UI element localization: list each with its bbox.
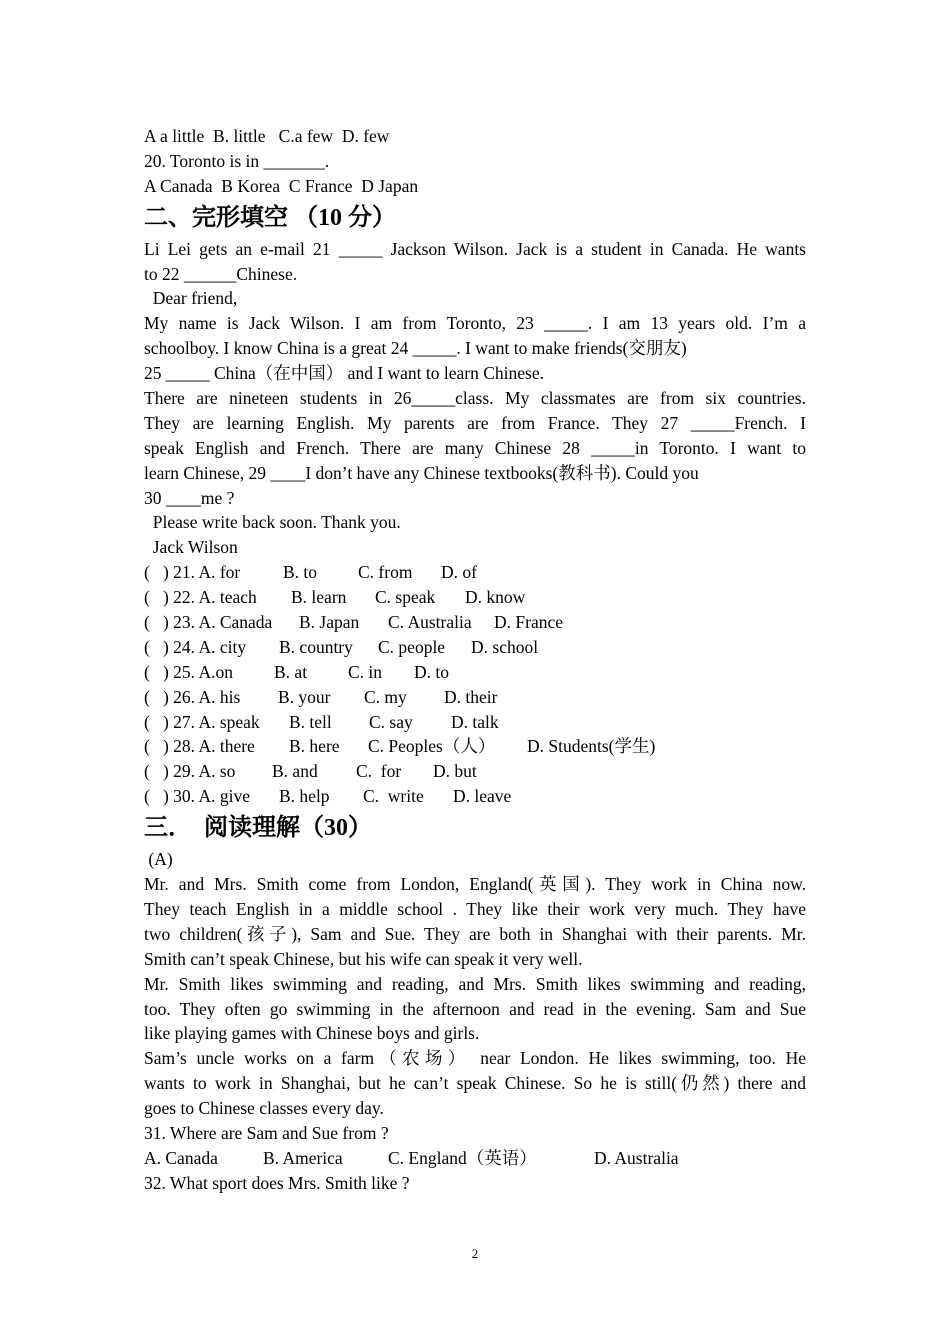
option-d: D. Australia bbox=[594, 1147, 679, 1168]
passage-line: like playing games with Chinese boys and girls. bbox=[144, 1023, 480, 1044]
cloze-question-30 bbox=[144, 784, 806, 809]
page-number: 2 bbox=[471, 1246, 479, 1261]
option-c: C. people bbox=[378, 636, 446, 657]
option-a: A. Canada bbox=[144, 1147, 218, 1168]
letter-line: 25 _____ China（在中国） and I want to learn Chinese. bbox=[144, 363, 545, 384]
cloze-intro-line: to 22 ______Chinese. bbox=[144, 263, 298, 284]
option-c: C. write bbox=[363, 786, 424, 807]
option-d: D. school bbox=[471, 636, 539, 657]
cloze-question-22 bbox=[144, 585, 806, 610]
passage-line: Mr. Smith likes swimming and reading, and Mrs. Smith likes swimming and reading, bbox=[144, 973, 806, 994]
option-d: D. talk bbox=[451, 711, 499, 732]
q20-stem: 20. Toronto is in _______. bbox=[144, 150, 330, 171]
reading-part-label: (A) bbox=[144, 849, 173, 870]
passage-line: goes to Chinese classes every day. bbox=[144, 1098, 384, 1119]
question-stem: ( ) 22. A. teach bbox=[144, 587, 257, 608]
q20-options: A Canada B Korea C France D Japan bbox=[144, 175, 419, 196]
passage-line: Sam’s uncle works on a farm（农场） near London. He likes swimming, too. He bbox=[144, 1048, 806, 1069]
cloze-question-23 bbox=[144, 610, 806, 635]
passage-line: two children(孩子), Sam and Sue. They are both in Shanghai with their parents. Mr. bbox=[144, 923, 806, 944]
option-b: B. your bbox=[278, 686, 331, 707]
letter-line: Dear friend, bbox=[144, 288, 238, 309]
cloze-question-27 bbox=[144, 710, 806, 735]
letter-line: learn Chinese, 29 ____I don’t have any Chinese textbooks(教科书). Could you bbox=[144, 462, 699, 483]
question-stem: ( ) 21. A. for bbox=[144, 562, 241, 583]
question-stem: ( ) 27. A. speak bbox=[144, 711, 260, 732]
question-stem: ( ) 26. A. his bbox=[144, 686, 241, 707]
letter-line: Jack Wilson bbox=[144, 537, 238, 558]
question-stem: ( ) 23. A. Canada bbox=[144, 612, 273, 633]
question-stem: ( ) 29. A. so bbox=[144, 761, 236, 782]
option-b: B. tell bbox=[289, 711, 332, 732]
letter-line: 30 ____me ? bbox=[144, 487, 235, 508]
option-b: B. America bbox=[263, 1147, 343, 1168]
passage-line: too. They often go swimming in the afternoon and read in the evening. Sam and Sue bbox=[144, 998, 806, 1019]
option-d: D. France bbox=[494, 612, 564, 633]
passage-line: Mr. and Mrs. Smith come from London, England(英国). They work in China now. bbox=[144, 874, 806, 895]
option-c: C. Peoples（人） bbox=[368, 736, 496, 757]
option-b: B. country bbox=[279, 636, 353, 657]
letter-line: speak English and French. There are many Chinese 28 _____in Toronto. I want to bbox=[144, 437, 806, 458]
question-stem: ( ) 28. A. there bbox=[144, 736, 255, 757]
letter-line: They are learning English. My parents are from France. They 27 _____French. I bbox=[144, 412, 806, 433]
option-b: B. learn bbox=[291, 587, 347, 608]
option-c: C. Australia bbox=[388, 612, 472, 633]
letter-line: schoolboy. I know China is a great 24 _____. I want to make friends(交朋友) bbox=[144, 338, 687, 359]
option-b: B. help bbox=[279, 786, 330, 807]
q19-options: A a little B. little C.a few D. few bbox=[144, 126, 390, 146]
passage-line: They teach English in a middle school . They like their work very much. They have bbox=[144, 898, 806, 919]
passage-line: Smith can’t speak Chinese, but his wife can speak it very well. bbox=[144, 948, 583, 969]
option-d: D. know bbox=[465, 587, 526, 608]
cloze-question-26 bbox=[144, 685, 806, 710]
option-d: D. their bbox=[444, 686, 498, 707]
cloze-question-21 bbox=[144, 560, 806, 585]
passage-line: wants to work in Shanghai, but he can’t speak Chinese. So he is still(仍然) there and bbox=[144, 1073, 806, 1094]
option-c: C. say bbox=[369, 711, 413, 732]
q31-stem: 31. Where are Sam and Sue from ? bbox=[144, 1122, 389, 1143]
option-b: B. and bbox=[272, 761, 318, 782]
section3-heading: 三． 阅读理解（30） bbox=[144, 815, 372, 842]
letter-line: There are nineteen students in 26_____class. My classmates are from six countries. bbox=[144, 388, 806, 409]
option-c: C. in bbox=[348, 661, 383, 682]
q32-stem: 32. What sport does Mrs. Smith like ? bbox=[144, 1172, 410, 1193]
option-d: D. Students(学生) bbox=[527, 736, 656, 757]
letter-line: Please write back soon. Thank you. bbox=[144, 512, 401, 533]
cloze-intro-line: Li Lei gets an e-mail 21 _____ Jackson Wilson. Jack is a student in Canada. He wants bbox=[144, 238, 806, 259]
letter-line: My name is Jack Wilson. I am from Toronto, 23 _____. I am 13 years old. I’m a bbox=[144, 313, 806, 334]
option-b: B. Japan bbox=[299, 612, 360, 633]
option-c: C. for bbox=[356, 761, 402, 782]
option-c: C. my bbox=[364, 686, 407, 707]
cloze-question-29 bbox=[144, 759, 806, 784]
question-stem: ( ) 24. A. city bbox=[144, 636, 247, 657]
option-b: B. at bbox=[274, 661, 308, 682]
cloze-question-28 bbox=[144, 734, 806, 759]
option-d: D. leave bbox=[453, 786, 512, 807]
cloze-question-25 bbox=[144, 660, 806, 685]
option-d: D. but bbox=[433, 761, 477, 782]
option-d: D. to bbox=[414, 661, 449, 682]
option-c: C. speak bbox=[375, 587, 436, 608]
option-b: B. here bbox=[289, 736, 340, 757]
option-c: C. from bbox=[358, 562, 413, 583]
question-stem: ( ) 25. A.on bbox=[144, 661, 233, 682]
option-b: B. to bbox=[283, 562, 318, 583]
q31-options bbox=[144, 1146, 806, 1171]
question-stem: ( ) 30. A. give bbox=[144, 786, 250, 807]
section2-heading: 二、完形填空 （10 分） bbox=[144, 204, 396, 231]
option-d: D. of bbox=[441, 562, 477, 583]
cloze-question-24 bbox=[144, 635, 806, 660]
exam-page bbox=[144, 124, 806, 1196]
option-c: C. England（英语） bbox=[388, 1147, 537, 1168]
